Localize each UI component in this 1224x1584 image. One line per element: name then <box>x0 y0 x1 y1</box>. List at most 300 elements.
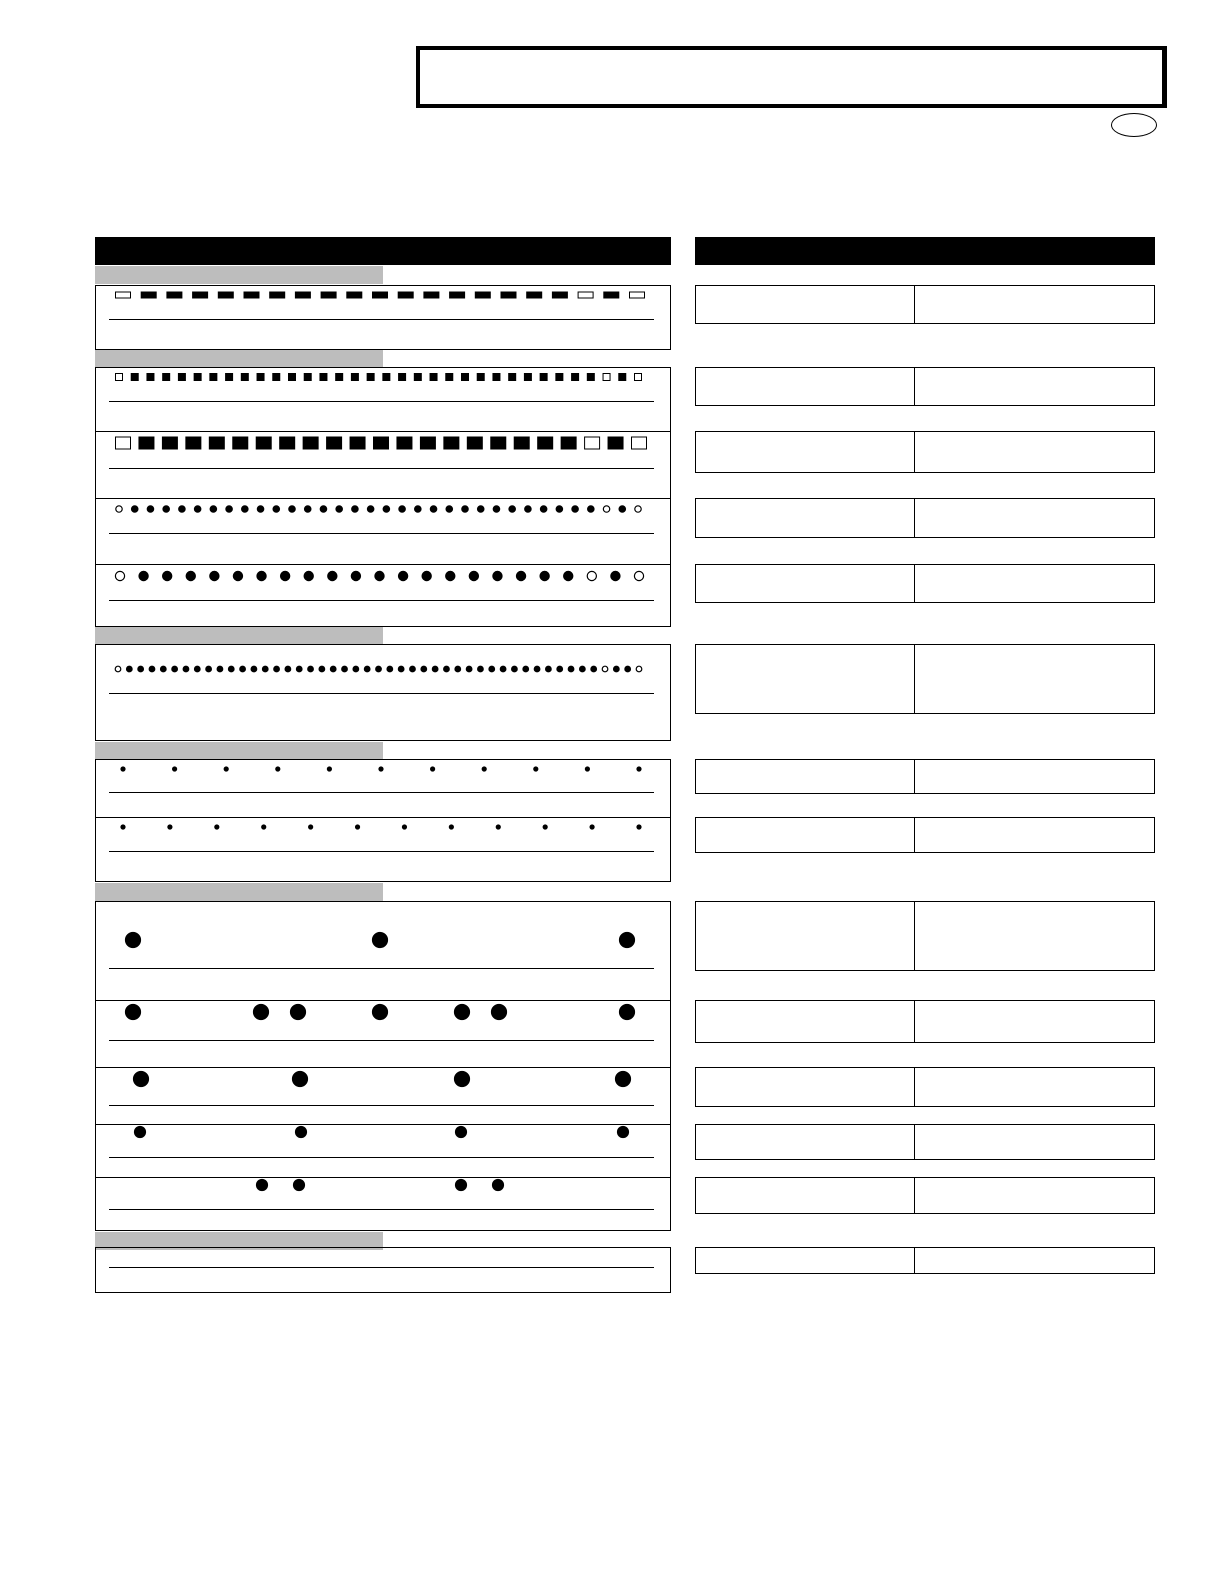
right-box-r2 <box>695 367 1155 406</box>
pin-filled <box>147 374 154 381</box>
pin-filled <box>289 506 295 512</box>
pin-filled <box>328 571 337 580</box>
row-rule <box>109 468 654 469</box>
pin-filled <box>525 506 531 512</box>
pin-filled <box>291 1005 306 1020</box>
row-rule <box>109 968 654 969</box>
right-cell-a <box>696 1125 915 1159</box>
pin-open <box>635 506 641 512</box>
pin-filled <box>444 666 450 672</box>
pin-filled <box>585 767 589 771</box>
pin-filled <box>568 666 574 672</box>
pin-filled <box>373 1005 388 1020</box>
pin-filled <box>398 666 404 672</box>
pin-filled <box>493 374 500 381</box>
right-cell-b <box>915 432 1154 472</box>
right-cell-a <box>696 499 915 537</box>
pin-filled <box>444 437 459 449</box>
right-cell-a <box>696 760 915 793</box>
pin-filled <box>619 374 626 381</box>
pin-filled <box>430 374 437 381</box>
right-cell-b <box>915 818 1154 852</box>
right-box-r7 <box>695 759 1155 794</box>
pin-pattern-r6 <box>95 659 671 679</box>
pin-filled <box>619 506 625 512</box>
pin-filled <box>620 933 635 948</box>
pin-filled <box>415 506 421 512</box>
pin-filled <box>327 437 342 449</box>
pin-filled <box>126 1005 141 1020</box>
pin-filled <box>161 666 167 672</box>
pin-filled <box>134 1072 149 1087</box>
pin-filled <box>293 1072 308 1087</box>
pin-filled <box>132 506 138 512</box>
pin-filled <box>321 292 336 298</box>
right-box-r10 <box>695 1000 1155 1043</box>
pin-filled <box>193 292 208 298</box>
pin-open <box>603 374 610 381</box>
pin-filled <box>296 666 302 672</box>
pin-open <box>632 437 647 449</box>
pin-filled <box>139 571 148 580</box>
pin-filled <box>456 1127 467 1138</box>
left-column-header <box>95 237 671 265</box>
right-cell-b <box>915 645 1154 713</box>
right-cell-b <box>915 1125 1154 1159</box>
pin-filled <box>410 666 416 672</box>
pin-filled <box>270 292 285 298</box>
pin-pattern-r4 <box>95 498 671 520</box>
pin-filled <box>173 767 177 771</box>
section-tab-5 <box>95 883 383 901</box>
pin-filled <box>527 292 542 298</box>
pin-filled <box>217 666 223 672</box>
pin-filled <box>251 666 257 672</box>
panel-2 <box>95 367 671 627</box>
pin-filled <box>351 374 358 381</box>
pin-filled <box>356 825 360 829</box>
pin-filled <box>387 666 393 672</box>
pin-filled <box>233 437 248 449</box>
pin-filled <box>467 437 482 449</box>
pin-filled <box>491 437 506 449</box>
pin-filled <box>456 1180 467 1191</box>
pin-filled <box>469 571 478 580</box>
pin-filled <box>178 374 185 381</box>
pin-filled <box>534 767 538 771</box>
pin-filled <box>431 767 435 771</box>
pin-filled <box>168 825 172 829</box>
pin-filled <box>186 571 195 580</box>
pin-filled <box>254 1005 269 1020</box>
pin-filled <box>296 1127 307 1138</box>
row-rule <box>109 1157 654 1158</box>
row-rule <box>109 1209 654 1210</box>
pin-filled <box>281 571 290 580</box>
pin-filled <box>376 666 382 672</box>
pin-filled <box>556 506 562 512</box>
pin-filled <box>162 437 177 449</box>
right-cell-a <box>696 1178 915 1213</box>
pin-filled <box>561 437 576 449</box>
right-cell-a <box>696 902 915 970</box>
row-rule <box>109 401 654 402</box>
pin-filled <box>538 437 553 449</box>
pin-filled <box>352 506 358 512</box>
pin-filled <box>557 666 563 672</box>
pin-filled <box>462 506 468 512</box>
pin-pattern-r9 <box>95 925 671 955</box>
pin-open <box>587 571 596 580</box>
pin-filled <box>588 506 594 512</box>
pin-filled <box>215 825 219 829</box>
pin-filled <box>552 292 567 298</box>
pin-filled <box>304 571 313 580</box>
pin-filled <box>414 374 421 381</box>
right-box-r8 <box>695 817 1155 853</box>
pin-filled <box>475 292 490 298</box>
pin-filled <box>493 571 502 580</box>
pin-filled <box>241 374 248 381</box>
pin-filled <box>455 1072 470 1087</box>
pin-filled <box>543 825 547 829</box>
pin-filled <box>141 292 156 298</box>
pin-filled <box>244 292 259 298</box>
pin-filled <box>446 571 455 580</box>
pin-filled <box>512 666 518 672</box>
pin-filled <box>276 767 280 771</box>
pin-filled <box>149 666 155 672</box>
section-tab-2 <box>95 350 383 368</box>
pin-open <box>116 374 123 381</box>
pin-filled <box>121 825 125 829</box>
pin-open <box>578 292 593 298</box>
pin-filled <box>608 437 623 449</box>
row-rule <box>109 533 654 534</box>
right-box-r13 <box>695 1177 1155 1214</box>
pin-filled <box>210 571 219 580</box>
pin-filled <box>226 374 233 381</box>
pin-filled <box>383 374 390 381</box>
right-cell-b <box>915 902 1154 970</box>
pin-filled <box>233 571 242 580</box>
pin-filled <box>477 374 484 381</box>
pin-filled <box>308 666 314 672</box>
pin-filled <box>446 374 453 381</box>
right-cell-b <box>915 1068 1154 1106</box>
pin-open <box>635 374 642 381</box>
pin-filled <box>228 666 234 672</box>
pin-filled <box>320 374 327 381</box>
pin-filled <box>304 374 311 381</box>
pin-filled <box>373 933 388 948</box>
row-rule <box>109 1040 654 1041</box>
pin-filled <box>183 666 189 672</box>
pin-filled <box>262 825 266 829</box>
pin-filled <box>604 292 619 298</box>
right-cell-a <box>696 1068 915 1106</box>
pin-filled <box>420 437 435 449</box>
pin-filled <box>523 666 529 672</box>
pin-filled <box>540 506 546 512</box>
pin-filled <box>449 825 453 829</box>
right-cell-a <box>696 818 915 852</box>
pin-open <box>602 666 608 672</box>
pin-filled <box>280 437 295 449</box>
pin-filled <box>257 1180 268 1191</box>
pin-filled <box>274 666 280 672</box>
right-cell-a <box>696 432 915 472</box>
right-box-r4 <box>695 498 1155 538</box>
pin-filled <box>209 437 224 449</box>
right-box-r11 <box>695 1067 1155 1107</box>
pin-filled <box>572 374 579 381</box>
pin-filled <box>625 666 631 672</box>
row-rule <box>109 1105 654 1106</box>
pin-filled <box>637 825 641 829</box>
pin-filled <box>163 506 169 512</box>
pin-filled <box>179 506 185 512</box>
pin-filled <box>591 666 597 672</box>
pin-filled <box>556 374 563 381</box>
pin-filled <box>186 437 201 449</box>
right-cell-a <box>696 565 915 602</box>
pin-filled <box>534 666 540 672</box>
pin-filled <box>399 506 405 512</box>
pin-filled <box>257 506 263 512</box>
pin-filled <box>590 825 594 829</box>
pin-filled <box>478 666 484 672</box>
pin-filled <box>147 506 153 512</box>
right-box-r3 <box>695 431 1155 473</box>
pin-filled <box>524 374 531 381</box>
row-rule <box>109 851 654 852</box>
right-cell-b <box>915 1178 1154 1213</box>
section-tab-4 <box>95 742 383 760</box>
pin-filled <box>466 666 472 672</box>
pin-filled <box>611 571 620 580</box>
right-box-r14 <box>695 1247 1155 1274</box>
pin-filled <box>218 292 233 298</box>
pin-filled <box>424 292 439 298</box>
pin-filled <box>399 374 406 381</box>
title-box <box>416 46 1167 108</box>
pin-pattern-r5 <box>95 564 671 588</box>
pin-filled <box>303 437 318 449</box>
pin-filled <box>455 1005 470 1020</box>
pin-filled <box>432 666 438 672</box>
pin-filled <box>206 666 212 672</box>
section-tab-1 <box>95 266 383 284</box>
pin-filled <box>492 1005 507 1020</box>
pin-filled <box>509 506 515 512</box>
pin-filled <box>126 933 141 948</box>
pin-filled <box>350 437 365 449</box>
right-cell-b <box>915 760 1154 793</box>
pin-filled <box>493 506 499 512</box>
pin-filled <box>224 767 228 771</box>
pin-filled <box>516 571 525 580</box>
right-cell-a <box>696 286 915 323</box>
pin-filled <box>262 666 268 672</box>
pin-filled <box>397 437 412 449</box>
pin-filled <box>342 666 348 672</box>
row-rule <box>109 319 654 320</box>
pin-filled <box>257 571 266 580</box>
right-column-header <box>695 237 1155 265</box>
pin-filled <box>347 292 362 298</box>
pin-pattern-r11 <box>95 1066 671 1094</box>
pin-filled <box>138 666 144 672</box>
pin-open <box>116 292 131 298</box>
right-cell-a <box>696 1248 915 1273</box>
pin-filled <box>501 292 516 298</box>
pin-filled <box>572 506 578 512</box>
pin-open <box>116 506 122 512</box>
pin-filled <box>398 292 413 298</box>
pin-filled <box>375 571 384 580</box>
pin-filled <box>353 666 359 672</box>
pin-filled <box>257 374 264 381</box>
pin-filled <box>273 506 279 512</box>
pin-filled <box>327 767 331 771</box>
pin-filled <box>127 666 133 672</box>
pin-open <box>630 292 645 298</box>
pin-filled <box>210 374 217 381</box>
right-cell-b <box>915 499 1154 537</box>
pin-open <box>116 437 131 449</box>
pin-filled <box>305 506 311 512</box>
pin-filled <box>172 666 178 672</box>
pin-filled <box>320 506 326 512</box>
pin-filled <box>139 437 154 449</box>
pin-filled <box>500 666 506 672</box>
pin-filled <box>489 666 495 672</box>
pin-filled <box>422 571 431 580</box>
pin-filled <box>194 374 201 381</box>
pin-filled <box>398 571 407 580</box>
row-rule <box>109 693 654 694</box>
right-box-r12 <box>695 1124 1155 1160</box>
section-tab-3 <box>95 627 383 645</box>
pin-filled <box>295 292 310 298</box>
pin-filled <box>256 437 271 449</box>
right-cell-a <box>696 645 915 713</box>
right-cell-b <box>915 1001 1154 1042</box>
pin-filled <box>450 292 465 298</box>
pin-filled <box>614 666 620 672</box>
pin-open <box>115 666 121 672</box>
pin-open <box>636 666 642 672</box>
right-cell-b <box>915 565 1154 602</box>
pin-filled <box>514 437 529 449</box>
pin-filled <box>540 571 549 580</box>
right-cell-b <box>915 368 1154 405</box>
right-box-r1 <box>695 285 1155 324</box>
pin-filled <box>367 506 373 512</box>
pin-filled <box>289 374 296 381</box>
pin-filled <box>379 767 383 771</box>
pin-open <box>115 571 124 580</box>
right-box-r6 <box>695 644 1155 714</box>
pin-filled <box>294 1180 305 1191</box>
right-cell-b <box>915 286 1154 323</box>
pin-pattern-r2 <box>95 367 671 387</box>
pin-filled <box>580 666 586 672</box>
pin-filled <box>309 825 313 829</box>
pin-filled <box>540 374 547 381</box>
right-cell-a <box>696 1001 915 1042</box>
pin-filled <box>330 666 336 672</box>
pin-open <box>634 571 643 580</box>
pin-filled <box>482 767 486 771</box>
pin-open <box>585 437 600 449</box>
pin-pattern-r10 <box>95 998 671 1028</box>
pin-filled <box>121 767 125 771</box>
pin-filled <box>336 506 342 512</box>
pin-pattern-r13 <box>95 1175 671 1197</box>
pin-filled <box>616 1072 631 1087</box>
panel-6 <box>95 1247 671 1293</box>
pin-pattern-r3 <box>95 431 671 455</box>
pin-filled <box>455 666 461 672</box>
pin-filled <box>374 437 389 449</box>
pin-filled <box>493 1180 504 1191</box>
pin-filled <box>240 666 246 672</box>
pin-pattern-r12 <box>95 1122 671 1144</box>
pin-filled <box>637 767 641 771</box>
pin-filled <box>564 571 573 580</box>
pin-filled <box>462 374 469 381</box>
pin-filled <box>421 666 427 672</box>
pin-filled <box>478 506 484 512</box>
pin-filled <box>509 374 516 381</box>
pin-filled <box>373 292 388 298</box>
pin-open <box>603 506 609 512</box>
pin-filled <box>319 666 325 672</box>
row-rule <box>109 1267 654 1268</box>
pin-filled <box>163 374 170 381</box>
pin-filled <box>167 292 182 298</box>
pin-filled <box>620 1005 635 1020</box>
right-box-r5 <box>695 564 1155 603</box>
pin-pattern-r7 <box>95 759 671 779</box>
row-rule <box>109 792 654 793</box>
pin-filled <box>587 374 594 381</box>
pin-filled <box>496 825 500 829</box>
pin-filled <box>194 506 200 512</box>
pin-pattern-r1 <box>95 285 671 305</box>
pin-filled <box>163 571 172 580</box>
version-badge <box>1111 113 1157 137</box>
pin-filled <box>226 506 232 512</box>
pin-filled <box>194 666 200 672</box>
pin-filled <box>367 374 374 381</box>
pin-filled <box>285 666 291 672</box>
right-box-r9 <box>695 901 1155 971</box>
row-rule <box>109 600 654 601</box>
pin-filled <box>430 506 436 512</box>
pin-filled <box>402 825 406 829</box>
pin-filled <box>336 374 343 381</box>
pin-filled <box>210 506 216 512</box>
pin-pattern-r8 <box>95 817 671 837</box>
pin-filled <box>273 374 280 381</box>
pin-filled <box>446 506 452 512</box>
pin-filled <box>618 1127 629 1138</box>
pin-filled <box>135 1127 146 1138</box>
pin-filled <box>351 571 360 580</box>
